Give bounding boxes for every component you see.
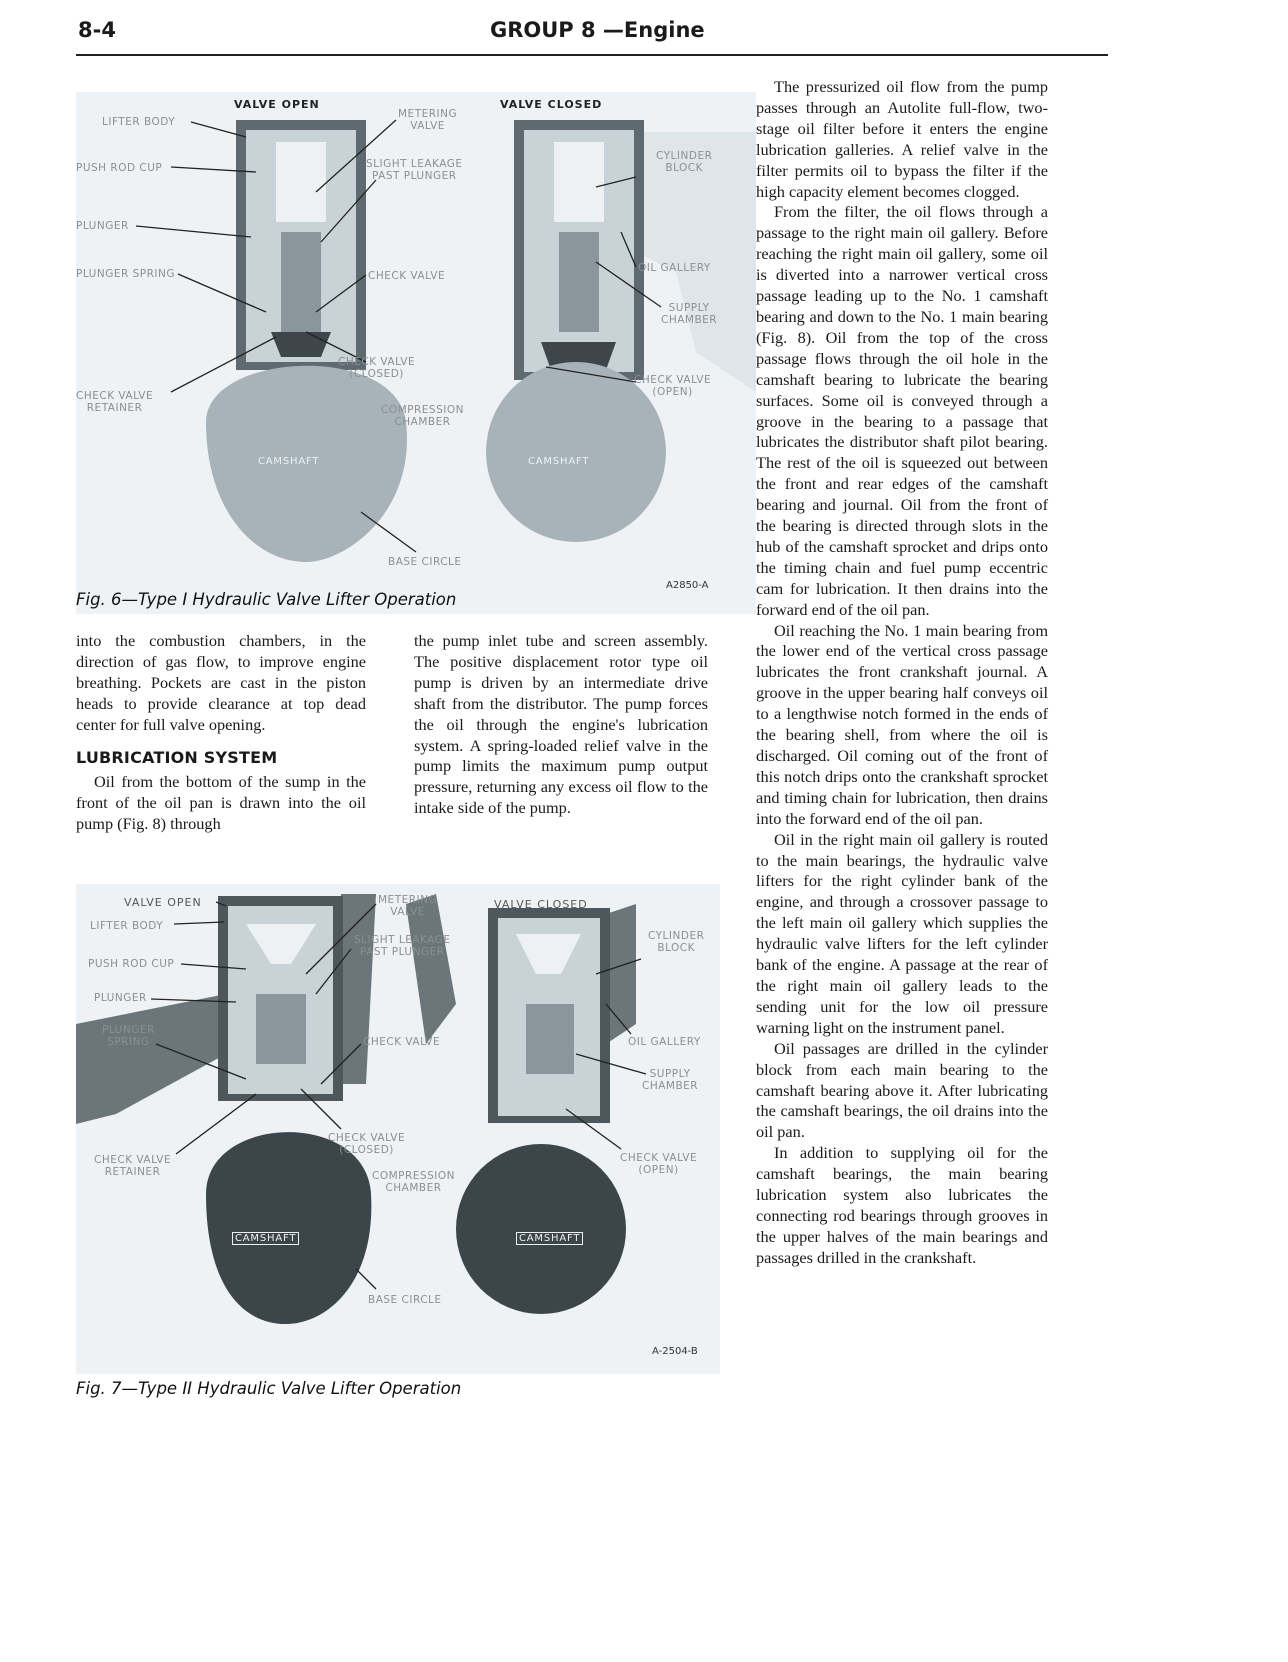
fig6-label-compression-chamber: COMPRESSION CHAMBER xyxy=(381,404,464,428)
col3-paragraph-4: Oil in the right main oil gallery is routed to the main bearings, the hydraulic valve lifters for the right cylinder bank of the engine, and through a crossover passage to the left main oil gallery which supplies the hydraulic valve lifters for the left cylinder bank of the engine. A passage at the rear of the right main oil gallery leads to the sending unit for the low oil pressure warning light on the instrument panel. xyxy=(756,829,1048,1037)
col1-paragraph-1: into the combustion chambers, in the direction of gas flow, to improve engine breathing. Pockets are cast in the piston heads to provide clearance at top dead center for full valve opening. xyxy=(76,631,366,734)
fig7-label-check-valve-closed: CHECK VALVE (CLOSED) xyxy=(328,1132,406,1156)
fig7-label-camshaft-left: CAMSHAFT xyxy=(232,1232,299,1245)
col3-paragraph-3: Oil reaching the No. 1 main bearing from the lower end of the vertical cross passage lubricates the front crankshaft journal. A groove in the upper bearing half conveys oil to a lengthwise notch formed in the ends of the bearing shell, from where the oil is discharged. Oil coming out of the front of this notch drips onto the crankshaft sprocket and timing chain for lubrication, then drains into the forward end of the oil pan. xyxy=(756,620,1048,828)
fig6-label-plunger: PLUNGER xyxy=(76,220,129,232)
col3-paragraph-1: The pressurized oil flow from the pump passes through an Autolite full-flow, two-stage oil filter before it enters the engine lubrication galleries. A relief valve in the filter permits oil to bypass the filter if the high capacity element becomes clogged. xyxy=(756,77,1048,201)
fig7-label-lifter-body: LIFTER BODY xyxy=(90,920,164,932)
section-heading-lubrication: LUBRICATION SYSTEM xyxy=(76,747,278,767)
fig7-label-plunger: PLUNGER xyxy=(94,992,147,1004)
text-column-3 xyxy=(756,77,1048,1269)
fig6-caption: Fig. 6—Type I Hydraulic Valve Lifter Operation xyxy=(76,590,457,609)
fig6-label-check-valve: CHECK VALVE xyxy=(368,270,446,282)
fig6-label-camshaft-left: CAMSHAFT xyxy=(258,456,320,467)
figure-7-illustration xyxy=(76,884,720,1374)
fig7-label-oil-gallery: OIL GALLERY xyxy=(628,1036,701,1048)
fig7-label-camshaft-right: CAMSHAFT xyxy=(516,1232,583,1245)
col3-paragraph-2: From the filter, the oil flows through a passage to the right main oil gallery. Before reaching the right main oil gallery, some oil is diverted into a narrower vertical cross passage leading up to the No. 1 camshaft bearing and down to the No. 1 main bearing (Fig. 8). Oil from the top of the cross passage flows through the oil hole in the camshaft bearing to lubricate the bearing surfaces. Some oil is conveyed through a groove in the bearing to a passage that lubricates the distributor shaft pilot bearing. The rest of the oil is squeezed out between the front and rear edges of the camshaft bearing and journal. Oil from the front of the bearing is directed through slots in the hub of the camshaft sprocket and drips onto the timing chain and fuel pump eccentric cam for lubrication. It then drains into the forward end of the oil pan. xyxy=(756,202,1048,619)
fig6-label-cylinder-block: CYLINDER BLOCK xyxy=(656,150,713,174)
fig6-label-check-valve-closed: CHECK VALVE (CLOSED) xyxy=(338,356,416,380)
text-column-1 xyxy=(76,631,366,835)
page-header-title: GROUP 8 —Engine xyxy=(490,18,705,42)
fig7-label-metering-valve: METERING VALVE xyxy=(378,894,438,918)
fig6-label-supply-chamber: SUPPLY CHAMBER xyxy=(661,302,718,326)
fig6-code: A2850-A xyxy=(666,580,709,591)
fig7-label-cylinder-block: CYLINDER BLOCK xyxy=(648,930,705,954)
fig6-label-base-circle: BASE CIRCLE xyxy=(388,556,462,568)
fig6-label-oil-gallery: OIL GALLERY xyxy=(638,262,711,274)
fig7-label-supply-chamber: SUPPLY CHAMBER xyxy=(642,1068,699,1092)
fig7-code: A-2504-B xyxy=(652,1346,698,1357)
col3-paragraph-6: In addition to supplying oil for the camshaft bearings, the main bearing lubrication system also lubricates the connecting rod bearings through grooves in the upper halves of the main bearings and passages drilled in the crankshaft. xyxy=(756,1143,1048,1267)
fig7-label-compression-chamber: COMPRESSION CHAMBER xyxy=(372,1170,455,1194)
fig7-label-check-valve-retainer: CHECK VALVE RETAINER xyxy=(94,1154,172,1178)
header-rule xyxy=(76,54,1108,56)
fig7-label-base-circle: BASE CIRCLE xyxy=(368,1294,442,1306)
fig7-label-push-rod-cup: PUSH ROD CUP xyxy=(88,958,175,970)
fig6-label-lifter-body: LIFTER BODY xyxy=(102,116,176,128)
fig7-caption: Fig. 7—Type II Hydraulic Valve Lifter Operation xyxy=(76,1379,462,1398)
col1-paragraph-2: Oil from the bottom of the sump in the front of the oil pan is drawn into the oil pump (Fig. 8) through xyxy=(76,772,366,834)
fig7-label-slight-leakage: SLIGHT LEAKAGE PAST PLUNGER xyxy=(354,934,451,958)
fig7-heading-valve-closed: VALVE CLOSED xyxy=(494,898,588,911)
fig6-heading-valve-closed: VALVE CLOSED xyxy=(500,98,603,111)
fig7-heading-valve-open: VALVE OPEN xyxy=(124,896,202,909)
fig7-label-check-valve-open: CHECK VALVE (OPEN) xyxy=(620,1152,698,1176)
fig7-label-check-valve: CHECK VALVE xyxy=(363,1036,441,1048)
fig6-heading-valve-open: VALVE OPEN xyxy=(234,98,320,111)
fig6-label-check-valve-open: CHECK VALVE (OPEN) xyxy=(634,374,712,398)
fig6-label-check-valve-retainer: CHECK VALVE RETAINER xyxy=(76,390,154,414)
fig6-label-plunger-spring: PLUNGER SPRING xyxy=(76,268,175,280)
figure-6-illustration xyxy=(76,92,756,614)
col3-paragraph-5: Oil passages are drilled in the cylinder block from each main bearing to the camshaft bearing above it. After lubricating the camshaft bearings, the oil drains into the oil pan. xyxy=(756,1038,1048,1142)
fig6-label-metering-valve: METERING VALVE xyxy=(398,108,458,132)
text-column-2 xyxy=(414,631,708,819)
fig6-label-push-rod-cup: PUSH ROD CUP xyxy=(76,162,163,174)
fig6-label-camshaft-right: CAMSHAFT xyxy=(528,456,590,467)
fig7-label-plunger-spring: PLUNGER SPRING xyxy=(102,1024,155,1048)
page-number: 8-4 xyxy=(78,18,116,42)
col2-paragraph-1: the pump inlet tube and screen assembly. The positive displacement rotor type oil pump is driven by an intermediate drive shaft from the distributor. The pump forces the oil through the engine's lubrication system. A spring-loaded relief valve in the pump limits the maximum pump output pressure, returning any excess oil flow to the intake side of the pump. xyxy=(414,631,708,818)
fig6-label-slight-leakage: SLIGHT LEAKAGE PAST PLUNGER xyxy=(366,158,463,182)
